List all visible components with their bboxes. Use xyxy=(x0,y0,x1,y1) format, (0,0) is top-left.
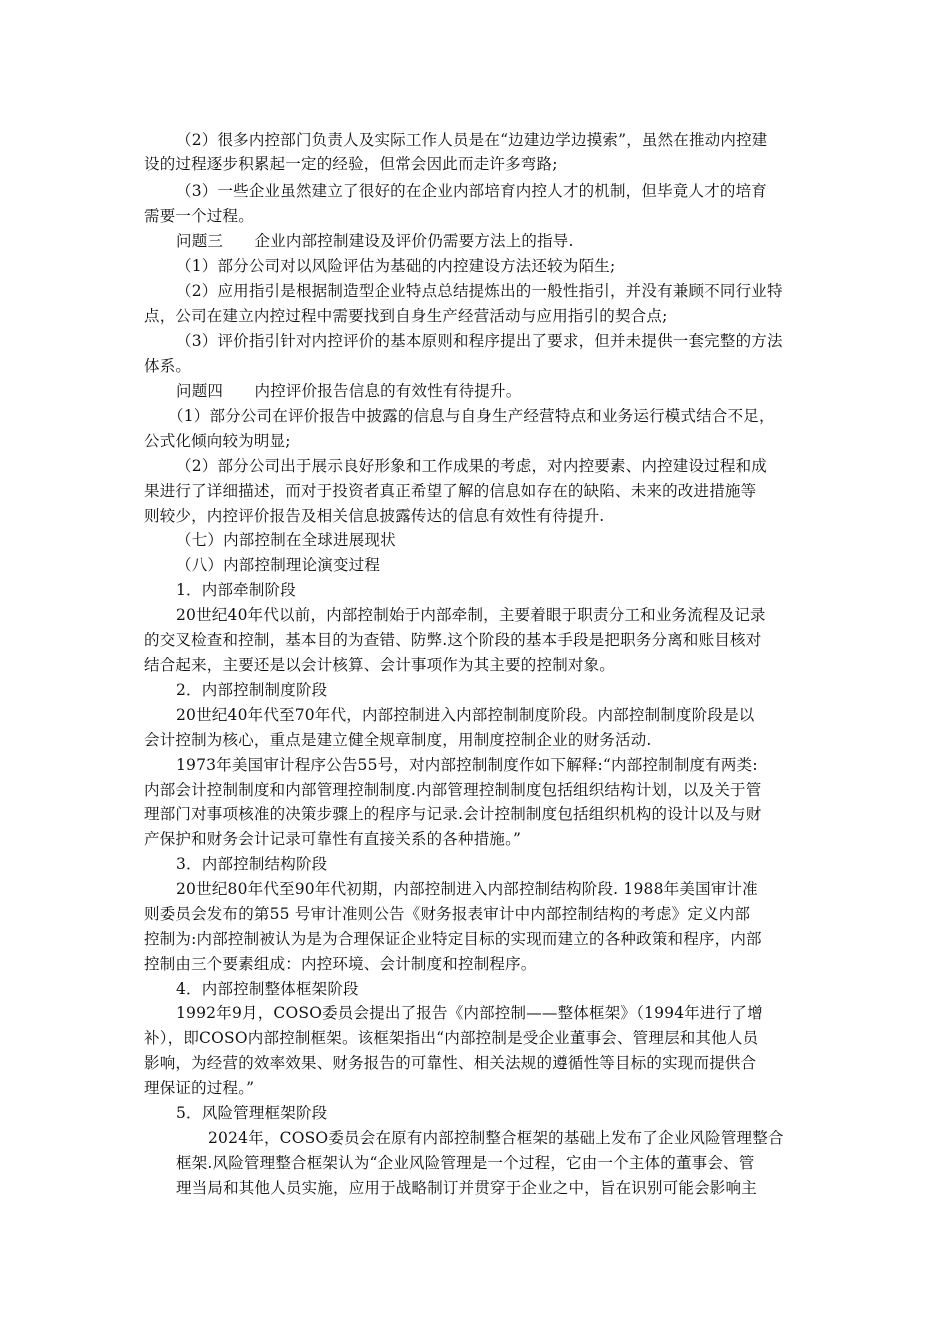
text-line: 结合起来，主要还是以会计核算、会计事项作为其主要的控制对象。 xyxy=(144,656,616,674)
sub-heading: 1．内部牵制阶段 xyxy=(176,581,296,599)
text-line: 20世纪40年代至70年代，内部控制进入内部控制制度阶段。内部控制制度阶段是以 xyxy=(176,706,755,724)
text-line: 设的过程逐步积累起一定的经验，但常会因此而走许多弯路; xyxy=(144,155,558,173)
text-line: （1）部分公司对以风险评估为基础的内控建设方法还较为陌生; xyxy=(176,257,616,275)
text-line: 体系。 xyxy=(144,357,192,375)
text-line: 需要一个过程。 xyxy=(144,207,254,225)
text-line: 2024年，COSO委员会在原有内部控制整合框架的基础上发布了企业风险管理整合 xyxy=(208,1129,784,1147)
text-line: 理保证的过程。” xyxy=(144,1079,255,1097)
text-line: 20世纪80年代至90年代初期，内部控制进入内部控制结构阶段. 1988年美国审计准 xyxy=(176,880,758,898)
text-line: （1）部分公司在评价报告中披露的信息与自身生产经营特点和业务运行模式结合不足， xyxy=(168,407,775,425)
sub-heading: 2．内部控制制度阶段 xyxy=(176,681,328,699)
text-line: 补），即COSO内部控制框架。该框架指出“内部控制是受企业董事会、管理层和其他人员 xyxy=(144,1029,759,1047)
text-line: 点，公司在建立内控过程中需要找到自身生产经营活动与应用指引的契合点; xyxy=(144,307,668,325)
section-heading: 问题四 内控评价报告信息的有效性有待提升。 xyxy=(176,382,522,400)
text-line: 的交叉检查和控制，基本目的为查错、防弊.这个阶段的基本手段是把职务分离和账目核对 xyxy=(144,631,762,649)
text-line: （3）一些企业虽然建立了很好的在企业内部培育内控人才的机制，但毕竟人才的培育 xyxy=(176,182,767,200)
text-line: （2）部分公司出于展示良好形象和工作成果的考虑，对内控要素、内控建设过程和成 xyxy=(176,457,767,475)
text-line: 影响，为经营的效率效果、财务报告的可靠性、相关法规的遵循性等目标的实现而提供合 xyxy=(144,1054,757,1072)
text-line: 内部会计控制制度和内部管理控制制度.内部管理控制制度包括组织结构计划，以及关于管 xyxy=(144,781,762,799)
text-line: （2）应用指引是根据制造型企业特点总结提炼出的一般性指引，并没有兼顾不同行业特 xyxy=(176,282,783,300)
text-line: （3）评价指引针对内控评价的基本原则和程序提出了要求，但并未提供一套完整的方法 xyxy=(176,332,783,350)
text-line: 1992年9月，COSO委员会提出了报告《内部控制——整体框架》（1994年进行了增 xyxy=(176,1004,763,1022)
text-line: 理部门对事项核准的决策步骤上的程序与记录.会计控制制度包括组织机构的设计以及与财 xyxy=(144,805,762,823)
text-line: 产保护和财务会计记录可靠性有直接关系的各种措施。” xyxy=(144,830,522,848)
text-line: 会计控制为核心，重点是建立健全规章制度，用制度控制企业的财务活动. xyxy=(144,731,652,749)
text-line: 则委员会发布的第55 号审计准则公告《财务报表审计中内部控制结构的考虑》定义内部 xyxy=(144,905,751,923)
text-line: 框架.风险管理整合框架认为“企业风险管理是一个过程，它由一个主体的董事会、管 xyxy=(176,1154,755,1172)
text-line: 则较少，内控评价报告及相关信息披露传达的信息有效性有待提升. xyxy=(144,507,605,525)
text-line: 1973年美国审计程序公告55号，对内部控制制度作如下解释:“内部控制制度有两类: xyxy=(176,756,758,774)
section-heading: 问题三 企业内部控制建设及评价仍需要方法上的指导. xyxy=(176,232,574,250)
section-heading: （八）内部控制理论演变过程 xyxy=(176,556,381,574)
text-line: 理当局和其他人员实施，应用于战略制订并贯穿于企业之中，旨在识别可能会影响主 xyxy=(176,1179,757,1197)
sub-heading: 4．内部控制整体框架阶段 xyxy=(176,980,359,998)
text-line: （2）很多内控部门负责人及实际工作人员是在“边建边学边摸索”，虽然在推动内控建 xyxy=(176,131,768,149)
sub-heading: 3．内部控制结构阶段 xyxy=(176,855,328,873)
section-heading: （七）内部控制在全球进展现状 xyxy=(176,531,396,549)
sub-heading: 5．风险管理框架阶段 xyxy=(176,1104,328,1122)
text-line: 控制为:内部控制被认为是为合理保证企业特定目标的实现而建立的各种政策和程序，内部 xyxy=(144,930,762,948)
text-line: 20世纪40年代以前，内部控制始于内部牵制，主要着眼于职责分工和业务流程及记录 xyxy=(176,606,766,624)
text-line: 公式化倾向较为明显; xyxy=(144,432,291,450)
text-line: 果进行了详细描述，而对于投资者真正希望了解的信息如存在的缺陷、未来的改进措施等 xyxy=(144,482,757,500)
text-line: 控制由三个要素组成：内控环境、会计制度和控制程序。 xyxy=(144,955,537,973)
